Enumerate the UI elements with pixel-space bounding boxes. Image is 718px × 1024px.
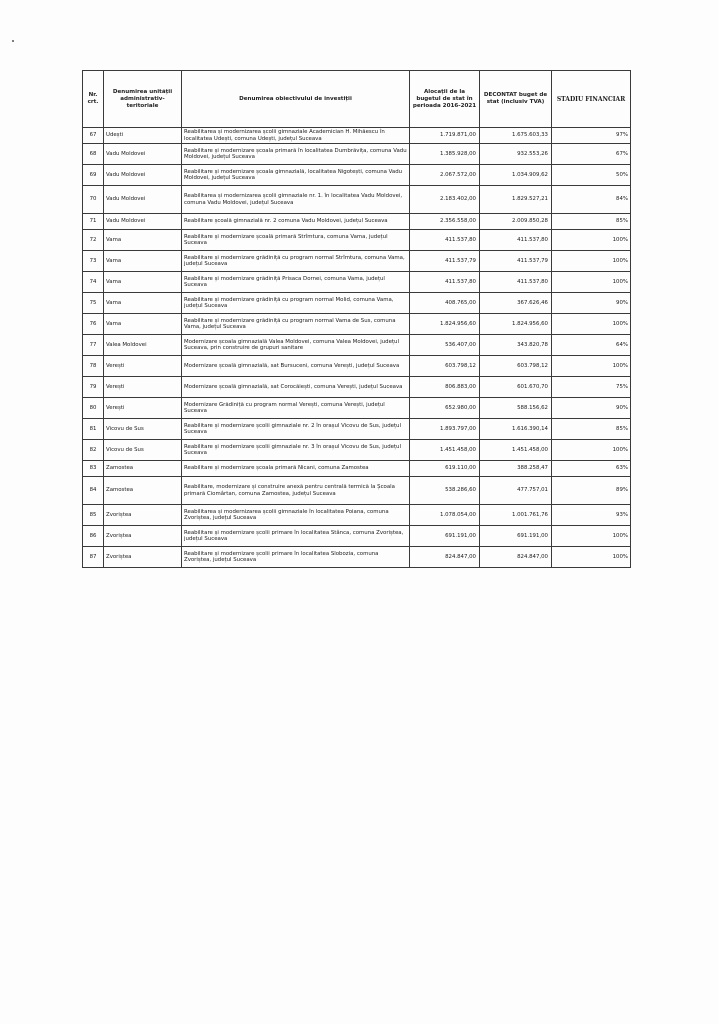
table-row: [83, 230, 631, 251]
row-settled: 1.616.390,14: [480, 419, 552, 440]
table-row: [83, 505, 631, 526]
row-settled: 343.820,78: [480, 335, 552, 356]
header-nr: Nr. crt.: [83, 71, 104, 128]
row-objective: Reabilitare, modernizare și construire anexă pentru centrală termică la Școala primară Ciomârtan, comuna Zamostea, județul Suceava: [182, 477, 410, 505]
table-row: [83, 293, 631, 314]
row-unit-name: Vadu Moldovei: [104, 214, 182, 230]
table-row: [83, 356, 631, 377]
header-allocations: Alocații de la bugetul de stat în perioada 2016-2021: [410, 71, 480, 128]
row-number: 72: [83, 230, 104, 251]
row-unit-name: Vadu Moldovei: [104, 165, 182, 186]
row-allocation: 1.893.797,00: [410, 419, 480, 440]
table-row: [83, 526, 631, 547]
row-settled: 691.191,00: [480, 526, 552, 547]
row-unit-name: Valea Moldovei: [104, 335, 182, 356]
row-financial-stage: 75%: [552, 377, 631, 398]
row-objective: Reabilitarea și modernizarea școlii gimnaziale nr. 1. în localitatea Vadu Moldovei, comuna Vadu Moldovei, județul Suceava: [182, 186, 410, 214]
row-allocation: 603.798,12: [410, 356, 480, 377]
row-objective: Reabilitare școală gimnazială nr. 2 comuna Vadu Moldovei, județul Suceava: [182, 214, 410, 230]
row-allocation: 652.980,00: [410, 398, 480, 419]
row-number: 68: [83, 144, 104, 165]
investment-table: [82, 70, 631, 568]
row-number: 87: [83, 547, 104, 568]
table-row: [83, 214, 631, 230]
row-objective: Reabilitare și modernizare școlii primare în localitatea Slobozia, comuna Zvoriștea, județul Suceava: [182, 547, 410, 568]
row-number: 86: [83, 526, 104, 547]
row-number: 77: [83, 335, 104, 356]
row-settled: 2.009.850,28: [480, 214, 552, 230]
row-settled: 1.675.603,33: [480, 128, 552, 144]
row-allocation: 1.078.054,00: [410, 505, 480, 526]
row-objective: Reabilitare și modernizare școala gimnazială, localitatea Nigotești, comuna Vadu Moldovei, județul Suceava: [182, 165, 410, 186]
row-settled: 388.258,47: [480, 461, 552, 477]
row-settled: 824.847,00: [480, 547, 552, 568]
row-number: 75: [83, 293, 104, 314]
row-number: 78: [83, 356, 104, 377]
row-objective: Reabilitare și modernizare școală primară Strîmtura, comuna Vama, județul Suceava: [182, 230, 410, 251]
row-unit-name: Zvoriștea: [104, 526, 182, 547]
row-unit-name: Vama: [104, 314, 182, 335]
row-settled: 367.626,46: [480, 293, 552, 314]
row-financial-stage: 64%: [552, 335, 631, 356]
table-row: [83, 165, 631, 186]
row-financial-stage: 90%: [552, 398, 631, 419]
row-unit-name: Verești: [104, 398, 182, 419]
row-financial-stage: 90%: [552, 293, 631, 314]
table-row: [83, 186, 631, 214]
row-settled: 411.537,79: [480, 251, 552, 272]
row-allocation: 1.385.928,00: [410, 144, 480, 165]
table-row: [83, 398, 631, 419]
row-financial-stage: 100%: [552, 526, 631, 547]
row-financial-stage: 100%: [552, 272, 631, 293]
row-allocation: 824.847,00: [410, 547, 480, 568]
row-allocation: 1.451.458,00: [410, 440, 480, 461]
row-number: 71: [83, 214, 104, 230]
row-financial-stage: 85%: [552, 214, 631, 230]
row-settled: 411.537,80: [480, 272, 552, 293]
row-settled: 601.670,70: [480, 377, 552, 398]
row-number: 80: [83, 398, 104, 419]
row-objective: Reabilitare și modernizare școlii gimnaziale nr. 2 în orașul Vicovu de Sus, județul Suceava: [182, 419, 410, 440]
row-financial-stage: 67%: [552, 144, 631, 165]
header-objective: Denumirea obiectivului de investiții: [182, 71, 410, 128]
table-row: [83, 251, 631, 272]
row-unit-name: Verești: [104, 356, 182, 377]
row-objective: Reabilitare și modernizare grădiniță cu program normal Molid, comuna Vama, județul Suceava: [182, 293, 410, 314]
row-number: 69: [83, 165, 104, 186]
row-objective: Modernizare școală gimnazială, sat Corocăiești, comuna Verești, județul Suceava: [182, 377, 410, 398]
row-settled: 603.798,12: [480, 356, 552, 377]
table-row: [83, 440, 631, 461]
row-settled: 588.156,62: [480, 398, 552, 419]
row-financial-stage: 63%: [552, 461, 631, 477]
row-financial-stage: 100%: [552, 314, 631, 335]
row-settled: 1.824.956,60: [480, 314, 552, 335]
row-objective: Modernizare Grădiniță cu program normal Verești, comuna Verești, județul Suceava: [182, 398, 410, 419]
scan-speck: [12, 40, 14, 42]
table-row: [83, 477, 631, 505]
row-financial-stage: 97%: [552, 128, 631, 144]
row-objective: Reabilitare și modernizare grădiniță cu program normal Vama de Sus, comuna Vama, județul Suceava: [182, 314, 410, 335]
row-unit-name: Zamostea: [104, 461, 182, 477]
row-objective: Modernizare școală gimnazială, sat Bursuceni, comuna Verești, județul Suceava: [182, 356, 410, 377]
row-settled: 1.034.909,62: [480, 165, 552, 186]
row-objective: Reabilitare și modernizare grădiniță Prisaca Dornei, comuna Vama, județul Suceava: [182, 272, 410, 293]
row-number: 73: [83, 251, 104, 272]
table-row: [83, 461, 631, 477]
row-allocation: 1.719.871,00: [410, 128, 480, 144]
row-number: 81: [83, 419, 104, 440]
table-body: [83, 128, 631, 568]
row-number: 84: [83, 477, 104, 505]
row-financial-stage: 100%: [552, 547, 631, 568]
row-allocation: 411.537,80: [410, 230, 480, 251]
row-financial-stage: 84%: [552, 186, 631, 214]
row-objective: Reabilitare și modernizare școala primară Nicani, comuna Zamostea: [182, 461, 410, 477]
table-row: [83, 335, 631, 356]
row-number: 76: [83, 314, 104, 335]
table-row: [83, 547, 631, 568]
table-row: [83, 144, 631, 165]
row-financial-stage: 100%: [552, 356, 631, 377]
row-financial-stage: 93%: [552, 505, 631, 526]
row-settled: 1.451.458,00: [480, 440, 552, 461]
row-financial-stage: 100%: [552, 440, 631, 461]
row-allocation: 2.067.572,00: [410, 165, 480, 186]
row-settled: 932.553,26: [480, 144, 552, 165]
row-number: 83: [83, 461, 104, 477]
row-unit-name: Vicovu de Sus: [104, 440, 182, 461]
investment-table-wrapper: [82, 70, 630, 568]
row-unit-name: Vama: [104, 230, 182, 251]
row-allocation: 408.765,00: [410, 293, 480, 314]
row-settled: 1.001.761,76: [480, 505, 552, 526]
table-header-row: [83, 71, 631, 128]
row-allocation: 411.537,79: [410, 251, 480, 272]
row-objective: Reabilitarea și modernizarea școlii gimnaziale Academician H. Mihăescu în localitatea Udești, comuna Udești, județul Suceava: [182, 128, 410, 144]
row-unit-name: Vama: [104, 293, 182, 314]
row-unit-name: Vama: [104, 251, 182, 272]
row-allocation: 691.191,00: [410, 526, 480, 547]
row-allocation: 536.407,00: [410, 335, 480, 356]
row-number: 79: [83, 377, 104, 398]
row-objective: Reabilitare și modernizare grădiniță cu program normal Strîmtura, comuna Vama, județul Suceava: [182, 251, 410, 272]
row-objective: Reabilitare și modernizare școlii gimnaziale nr. 3 în orașul Vicovu de Sus, județul Suceava: [182, 440, 410, 461]
row-unit-name: Zamostea: [104, 477, 182, 505]
row-number: 74: [83, 272, 104, 293]
row-number: 67: [83, 128, 104, 144]
row-financial-stage: 100%: [552, 251, 631, 272]
row-settled: 411.537,80: [480, 230, 552, 251]
row-objective: Modernizare școala gimnazială Valea Moldovei, comuna Valea Moldovei, județul Suceava, prin construire de grupuri sanitare: [182, 335, 410, 356]
row-objective: Reabilitare și modernizare școala primară în localitatea Dumbrăvița, comuna Vadu Moldovei, județul Suceava: [182, 144, 410, 165]
row-allocation: 1.824.956,60: [410, 314, 480, 335]
row-unit-name: Vicovu de Sus: [104, 419, 182, 440]
row-number: 82: [83, 440, 104, 461]
table-row: [83, 272, 631, 293]
table-row: [83, 377, 631, 398]
row-settled: 477.757,01: [480, 477, 552, 505]
row-unit-name: Udești: [104, 128, 182, 144]
row-allocation: 2.183.402,00: [410, 186, 480, 214]
row-financial-stage: 85%: [552, 419, 631, 440]
row-allocation: 538.286,60: [410, 477, 480, 505]
row-objective: Reabilitarea și modernizarea școlii gimnaziale în localitatea Poiana, comuna Zvoriștea, județul Suceava: [182, 505, 410, 526]
row-unit-name: Zvoriștea: [104, 547, 182, 568]
row-unit-name: Zvoriștea: [104, 505, 182, 526]
row-number: 85: [83, 505, 104, 526]
row-allocation: 411.537,80: [410, 272, 480, 293]
row-financial-stage: 50%: [552, 165, 631, 186]
row-unit-name: Vama: [104, 272, 182, 293]
row-allocation: 806.883,00: [410, 377, 480, 398]
table-row: [83, 419, 631, 440]
row-settled: 1.829.527,21: [480, 186, 552, 214]
row-financial-stage: 89%: [552, 477, 631, 505]
table-row: [83, 314, 631, 335]
header-unit: Denumirea unității administrativ-teritoriale: [104, 71, 182, 128]
row-financial-stage: 100%: [552, 230, 631, 251]
row-unit-name: Vadu Moldovei: [104, 186, 182, 214]
header-financial-stage: STADIU FINANCIAR: [552, 71, 631, 128]
row-unit-name: Vadu Moldovei: [104, 144, 182, 165]
table-row: [83, 128, 631, 144]
row-allocation: 2.356.558,00: [410, 214, 480, 230]
row-unit-name: Verești: [104, 377, 182, 398]
row-allocation: 619.110,00: [410, 461, 480, 477]
header-settled: DECONTAT buget de stat (inclusiv TVA): [480, 71, 552, 128]
row-number: 70: [83, 186, 104, 214]
row-objective: Reabilitare și modernizare școlii primare în localitatea Stânca, comuna Zvoriștea, județul Suceava: [182, 526, 410, 547]
